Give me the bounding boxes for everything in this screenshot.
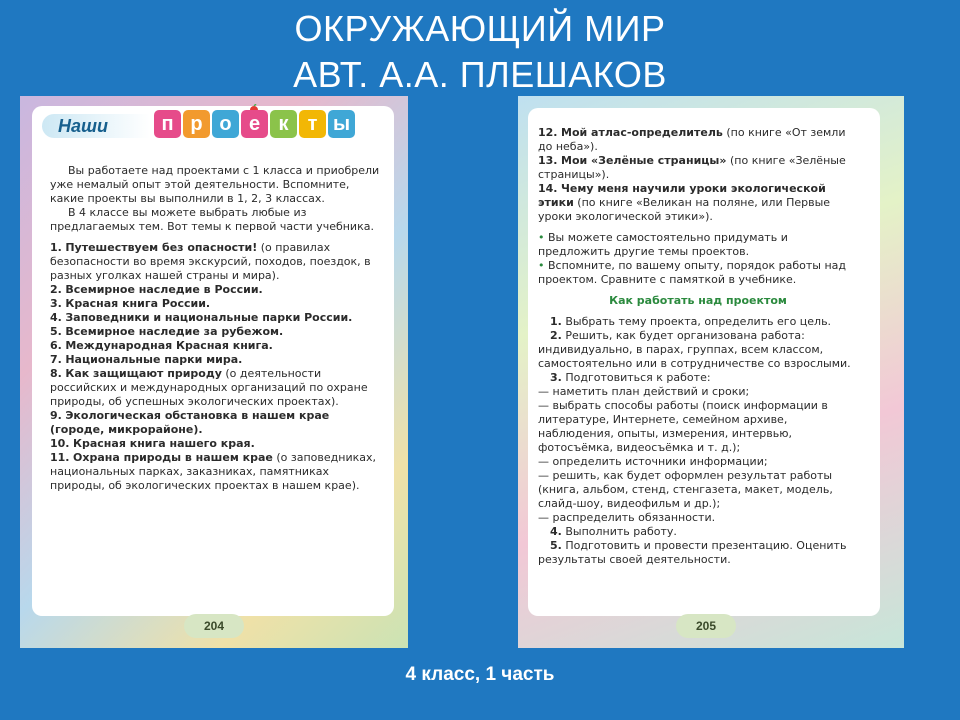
topic-title: Национальные парки мира. bbox=[65, 353, 243, 366]
topic-item: 3. Красная книга России. bbox=[50, 297, 211, 310]
topic-title: Красная книга нашего края. bbox=[73, 437, 255, 450]
header-letters bbox=[154, 110, 355, 144]
topic-title: Красная книга России. bbox=[65, 297, 211, 310]
page-number: 205 bbox=[676, 614, 736, 638]
topic-title: Международная Красная книга. bbox=[65, 339, 273, 352]
header-letter: о bbox=[212, 110, 239, 138]
bullet-text-1: Вы можете самостоятельно придумать и предложить другие темы проектов. bbox=[538, 231, 788, 258]
header-word: Наши bbox=[42, 114, 150, 138]
topic-item: 9. Экологическая обстановка в нашем крае (городе, микрорайоне). bbox=[50, 409, 330, 436]
topic-item: 6. Международная Красная книга. bbox=[50, 339, 273, 352]
topic-title: Мои «Зелёные страницы» bbox=[561, 154, 727, 167]
topic-title: Как защищают природу bbox=[65, 367, 222, 380]
step-4: 4. Выполнить работу. bbox=[550, 525, 677, 538]
topic-item: 8. Как защищают природу (о деятельности российских и международных организаций по охране природы, об успешных экологических проектах). bbox=[50, 367, 368, 408]
step-3: 3. Подготовиться к работе: bbox=[550, 371, 711, 384]
left-text bbox=[50, 164, 386, 493]
header-letter: ы bbox=[328, 110, 355, 138]
bullet-icon: • bbox=[538, 259, 545, 272]
topic-list-continued bbox=[538, 126, 858, 224]
step-1: 1. Выбрать тему проекта, определить его цель. bbox=[550, 315, 832, 328]
slide-footer: 4 класс, 1 часть bbox=[405, 664, 555, 685]
topic-item: 13. Мои «Зелёные страницы» (по книге «Зелёные страницы»). bbox=[538, 154, 846, 181]
textbook-page-right bbox=[518, 96, 904, 648]
topic-title: Чему меня научили уроки экологической этики bbox=[538, 182, 826, 209]
title-line-1: ОКРУЖАЮЩИЙ МИР bbox=[294, 8, 666, 49]
topic-list bbox=[50, 241, 386, 493]
topic-item: 1. Путешествуем без опасности! (о правилах безопасности во время экскурсий, походов, поездок, в разных уголках нашей страны и мира). bbox=[50, 241, 371, 282]
topic-title: Охрана природы в нашем крае bbox=[73, 451, 273, 464]
topic-item: 14. Чему меня научили уроки экологической этики (по книге «Великан на поляне, или Первые уроки экологической этики»). bbox=[538, 182, 831, 223]
topic-title: Всемирное наследие за рубежом. bbox=[65, 325, 284, 338]
intro-paragraph-1: Вы работаете над проектами с 1 класса и приобрели уже немалый опыт этой деятельности. Вспомните, какие проекты вы выполнили в 1, 2, 3 классах. bbox=[50, 164, 380, 205]
substep-b: — выбрать способы работы (поиск информации в литературе, Интернете, семейном архиве, наблюдения, опыты, измерения, интервью, фотосъёмка, видеосъёмка и т. д.); bbox=[538, 399, 828, 454]
projects-header bbox=[42, 110, 398, 144]
substep-c: — определить источники информации; bbox=[538, 455, 768, 468]
topic-item: 7. Национальные парки мира. bbox=[50, 353, 243, 366]
substep-e: — распределить обязанности. bbox=[538, 511, 716, 524]
bullet-paragraph-2 bbox=[538, 259, 858, 287]
substep-d: — решить, как будет оформлен результат работы (книга, альбом, стенд, стенгазета, макет, модель, слайд-шоу, видеофильм и др.); bbox=[538, 469, 833, 510]
topic-item: 12. Мой атлас-определитель (по книге «От земли до неба»). bbox=[538, 126, 846, 153]
header-letter: р bbox=[183, 110, 210, 138]
step-5: 5. Подготовить и провести презентацию. Оценить результаты своей деятельности. bbox=[538, 539, 847, 566]
textbook-page-left bbox=[20, 96, 408, 648]
header-letter: т bbox=[299, 110, 326, 138]
header-letter: к bbox=[270, 110, 297, 138]
slide-title bbox=[0, 6, 960, 98]
page-number: 204 bbox=[184, 614, 244, 638]
step-2: 2. Решить, как будет организована работа: индивидуально, в парах, группах, всем классом, самостоятельно или в сотрудничестве со взрослыми. bbox=[538, 329, 851, 370]
section-heading: Как работать над проектом bbox=[609, 294, 787, 307]
topic-title: Заповедники и национальные парки России. bbox=[65, 311, 353, 324]
topic-title: Мой атлас-определитель bbox=[561, 126, 723, 139]
title-line-2: АВТ. А.А. ПЛЕШАКОВ bbox=[293, 54, 667, 95]
topic-item: 11. Охрана природы в нашем крае (о заповедниках, национальных парках, заказниках, памятниках природы, об экологических проектах в нашем крае). bbox=[50, 451, 376, 492]
topic-title: Всемирное наследие в России. bbox=[65, 283, 263, 296]
topic-item: 10. Красная книга нашего края. bbox=[50, 437, 255, 450]
header-letter: е bbox=[241, 110, 268, 138]
intro-paragraph-2: В 4 классе вы можете выбрать любые из предлагаемых тем. Вот темы к первой части учебника. bbox=[50, 206, 374, 233]
header-letter: п bbox=[154, 110, 181, 138]
right-text bbox=[538, 126, 858, 567]
topic-item: 2. Всемирное наследие в России. bbox=[50, 283, 263, 296]
topic-item: 5. Всемирное наследие за рубежом. bbox=[50, 325, 284, 338]
topic-item: 4. Заповедники и национальные парки России. bbox=[50, 311, 353, 324]
substep-a: — наметить план действий и сроки; bbox=[538, 385, 750, 398]
topic-title: Экологическая обстановка в нашем крае (городе, микрорайоне). bbox=[50, 409, 330, 436]
bullet-icon: • bbox=[538, 231, 545, 244]
bullet-paragraph-1 bbox=[538, 231, 858, 259]
bullet-text-2: Вспомните, по вашему опыту, порядок работы над проектом. Сравните с памяткой в учебнике. bbox=[538, 259, 846, 286]
topic-title: Путешествуем без опасности! bbox=[65, 241, 258, 254]
